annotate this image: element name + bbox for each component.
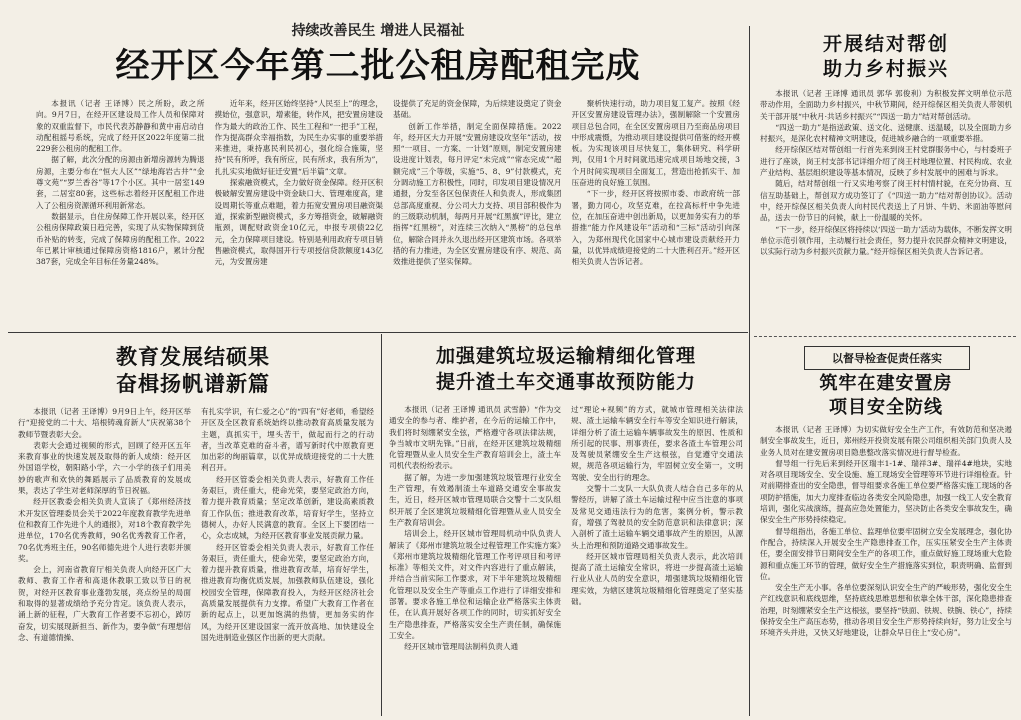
- lead-column-3: [393, 98, 562, 330]
- lead-columns: [36, 98, 740, 330]
- lead-paragraph: 近年来，经开区始终坚持“人民至上”的理念，摸始位，强意识，增素能，转作风，把安置房建设作为最大的政治工作、民生工程和“一把手”工程，作为提高群众幸福指数，为民生办实事的重要举措来推进，秉持惠民利民初心，强化综合施策，坚持“民有所呼，我有所应，民有所求，我有所为”，扎扎实实地做好征迁安置“后半篇”文章。: [214, 99, 383, 176]
- construction-paragraph: 经开区城市管理局相关负责人表示，此次培训提高了渣土运输安全常识，将进一步提高渣土运输行业从业人员的安全意识，增强建筑垃圾精细化管理实效，为辖区建筑垃圾精细化管理奠定了坚实基础。: [571, 551, 743, 607]
- safety-paragraph: 督导组一行先后来到经开区瑞丰1-1#、瑞祥3#、瑞祥4#地块，实地对各项目现场安全、安全设施、施工现场安全管理等环节进行详细检查。针对前期排查出的安全隐患，督导组要求各施工单位要严格落实施工现场的各项防护措施，加大力度排查临边各类安全风险隐患，加强一线工人安全教育培训，强化实战演练，提高应急处置能力，坚决防止各类安全事故发生，确保安全生产形势持续稳定。: [760, 458, 1012, 525]
- lead-paragraph: 本报讯（记者 王译博）民之所盼，政之所向。9月7日，在经开区建设局工作人员和保障对象的双重监督下，市民代表苏静静和黄中甫启动自动配租摇号系统，完成了经开区2022年度第二批229套公租房的配租工作。: [36, 99, 205, 154]
- safety-paragraph: 安全生产无小事。各单位要深刻认识安全生产的严峻形势，强化安全生产红线意识和底线思维，坚持底线思维思想和依靠全体干部，深化隐患排查治理，时刻绷紧安全生产这根弦，要坚持“铁面、铁规、铁腕、铁心”，持续保持安全生产高压态势，推动各项目安全生产形势持续向好，努力让安全与环境齐头并进，又快又好地建设，让群众早日住上“安心房”。: [760, 583, 1012, 638]
- education-headline-line2: 奋楫扬帆谱新篇: [116, 372, 270, 396]
- safety-paragraph: 督导组指出，各施工单位、监理单位要牢固树立安全发展理念，强化协作配合，持续深入开展安全生产隐患排查工作，压实压紧安全生产主体责任，要全面安排节日期间安全生产的各项工作，重点做好施工现场重大危险源和重点施工环节的管理，做好安全生产措施落实到位，职责明确、监督到位。: [760, 526, 1012, 581]
- construction-paragraph: 经开区城市管理局法制科负责人通: [404, 642, 519, 652]
- construction-paragraph: 过“理论+视频”的方式，就城市管理相关法律法规、渣土运输车辆安全行车等安全知识进行解读，详细分析了渣土运输车辆事故发生的原因、性质和所引起的民事、刑事责任，要求各渣土车管理公司及驾驶员紧绷安全生产这根弦，自觉遵守交通法规，规范各项运输行为，牢固树立安全第一，文明驾驶、安全出行的理念。: [571, 405, 743, 482]
- construction-paragraph: 交警十二支队一大队负责人结合自己多年的从警经历，讲解了渣土车运输过程中应当注意的事项及常见交通违法行为的危害，案例分析，警示教育，增强了驾驶员的安全防范意识和法律意识；深入剖析了渣土运输车辆交通事故产生的原因，从源头上治理和预防道路交通事故发生。: [571, 484, 743, 550]
- lead-paragraph: 聚析快速行动，助力项目复工复产。按照《经开区安置房建设管理办法》，强制解除一个安置房项目总包合同，在全区安置房项目乃至商品房项目中形成震慑，为推动项目建设提供可借鉴的经开模板。为实现该项目尽快复工，集体研究、科学研判，仅用1个月时间就迅速完成项目场地交接，3个月时间实现项目全面复工，营造出抢抓实干、加压奋进的良好施工氛围。: [571, 99, 740, 188]
- divider-main-right: [749, 26, 750, 716]
- construction-columns: [389, 404, 743, 714]
- lead-column-4: [572, 98, 741, 330]
- construction-paragraph: 本报讯（记者 王译博 通讯员 武雪静）“作为交通安全的参与者、维护者，在今后的运输工作中，我们将时刻绷紧安全弦，严格遵守各项法律法规，争当城市文明先锋。”日前，在经开区建筑垃圾精细化管理暨从业人员安全生产教育培训会上，渣土车司机代表纷纷表示。: [389, 405, 561, 471]
- construction-column-1: [389, 404, 561, 714]
- rural-article: [756, 26, 1016, 332]
- lead-paragraph: 探索融资模式，全力做好资金保障。经开区积极破解安置房建设中资金缺口大、管理难度高，建设周期长等重点难题，着力拓宽安置房项目融资渠道，探索新型融资模式，多方筹措资金，破解融资瓶颈，调配财政资金10亿元，申报专项债22亿元，全力保障项目建设。特别是利用政府专项目销售融资模式，取得国开行专项授信贷款额度143亿元，为安置房建: [214, 178, 383, 267]
- lead-column-2: [215, 98, 384, 330]
- construction-headline-line1: 加强建筑垃圾运输精细化管理: [435, 345, 696, 367]
- education-paragraph: 有扎实学识，有仁爱之心”的“四有”好老师，希望经开区及全区教育系统始终以推动教育高质量发展为主题，真抓实干，埋头苦干，做起而行之的行动者，当改革克难的奋斗者，谱写新时代中原教育更加出彩的绚丽篇章，以优异成绩迎接党的二十大胜利召开。: [201, 407, 374, 473]
- rural-paragraph: 随后，结对帮创组一行又实地考察了岗王村村情村貌，在充分协商、互信互助基础上，帮创双方成功签订了《“四送一助力”结对帮创协议》。活动中，经开综保区相关负责人向村民代表送上了月饼、牛奶、米面油等慰问品，送去一份节日的问候，献上一份温暖的关怀。: [760, 179, 1012, 223]
- divider-education-construction: [381, 334, 382, 716]
- lead-column-1: [36, 98, 205, 330]
- education-headline-line1: 教育发展结硕果: [116, 345, 270, 369]
- lead-article: [8, 18, 748, 330]
- construction-paragraph: 培训会上，经开区城市管理局机动中队负责人解读了《郑州市建筑垃圾全过程管理工作实施方案》《郑州市建筑垃圾精细化管理工作考评项目和考评标准》等相关文件，对文件内容进行了重点解读，并结合当前实际工作要求，对下半年建筑垃圾精细化管理以及安全生产等重点工作进行了详细安排和部署。要求各施工单位和运输企业严格落实主体责任，在认真开展好各项工作的同时，切实抓好安全生产隐患排查，严格落实安全生产责任制，确保施工安全。: [389, 529, 561, 640]
- lead-paragraph: 数据显示，自住房保障工作开展以来，经开区公租房保障政策日趋完善，实现了从实物保障到货币补贴的转变，完成了保障房的配租工作。2022年已累计审核通过保障房资格1816户，累计分配387套，完成全年目标任务量248%。: [36, 211, 205, 267]
- construction-column-2: [571, 404, 743, 714]
- lead-paragraph: 据了解，此次分配的房源由新增房源转为腾退房源，主要分布在“恒大人区”“绿地海岩古井”“金尊文苑”“罗兰香谷”等17个小区。其中一居室149套，二居室80套，这些标志着经开区配租工作进入了公租房资源循环利用新常态。: [36, 155, 205, 210]
- safety-headline-line2: 项目安全防线: [829, 397, 943, 418]
- rural-paragraph: 经开综保区结对帮创组一行首先来到岗王村党群服务中心，与村委班子进行了座谈，岗王村支部书记详细介绍了岗王村地理位置、村民构成、农业产业结构、基层组织建设等基本情况，反映了乡村发展中的困难与诉求。: [760, 145, 1012, 178]
- rural-headline-line2: 助力乡村振兴: [822, 58, 949, 80]
- rural-paragraph: 本报讯（记者 王译博 通讯员 郭华 郭俊利）为积极发挥文明单位示范带动作用，全面助力乡村振兴，中秋节期间，经开综保区相关负责人带领机关干部开展“中秋月·共话乡村振兴”“四送一助力”结对帮创活动。: [760, 89, 1012, 121]
- safety-headline-line1: 筑牢在建安置房: [819, 373, 953, 394]
- education-paragraph: 本报讯（记者 王译博）9月9日上午，经开区举行“迎接党的二十大、培根铸魂育新人”庆祝第38个教师节暨表彰大会。: [18, 407, 191, 439]
- rural-headline-line1: 开展结对帮创: [822, 33, 949, 55]
- rural-paragraph: “四送一助力”是指送政策、送文化、送健康、送温暖，以及全面助力乡村振兴，是深化农村精神文明建设，促进城乡融合的一项重要举措。: [760, 122, 1012, 144]
- divider-rural-safety: [754, 336, 1016, 337]
- lead-headline: 经开区今年第二批公租房配租完成: [115, 46, 641, 86]
- education-article: [8, 338, 378, 716]
- education-column-2: [201, 406, 374, 714]
- lead-paragraph: “下一步，经开区将按照市委、市政府统一部署，勤力同心，攻坚克难，在拉高标杆中争先进位，在加压奋进中创出新局，以更加务实有力的举措推“能力作风建设年”活动和“三标”活动引向深入，为郑州现代化国家中心城市建设贡献经开力量，以优异成绩迎接党的二十大胜利召开。”经开区相关负责人告诉记者。: [571, 189, 740, 267]
- construction-headline-line2: 提升渣土车交通事故预防能力: [435, 371, 696, 393]
- safety-body: [760, 424, 1012, 714]
- rural-paragraph: “下一步，经开综保区将持续以‘四送一助力’活动为载体，不断发挥文明单位示范引领作用，主动履行社会责任，努力提升农民群众精神文明建设，以实际行动为乡村振兴贡献力量。”经开综保区相关负责人告诉记者。: [760, 224, 1012, 257]
- safety-tag: 以督导检查促责任落实: [804, 346, 970, 370]
- education-paragraph: 经开区管委会相关负责人表示，好教育工作任务艰巨，责任重大，使命光荣，要坚定政治方向，着力提升教育质量，推进教育改革，培育好学生，推进教育均衡优质发展，加强教师队伍建设，强化校园安全管理，保障教育投入，为经开区经济社会高质量发展提供有力支撑。希望广大教育工作者在新的起点上，以更加饱满的热情，更加务实的作风，为经开区建设国家一流开放高地、加快建设全国先进制造业强区作出新的更大贡献。: [201, 542, 374, 642]
- divider-lead-bottom: [8, 332, 748, 333]
- education-paragraph: 会上，河南省教育厅相关负责人向经开区广大教师、教育工作者和高退休教职工致以节日的祝贺，对经开区教育事业蓬勃发展，亮点纷呈的局面和取得的显著成绩给予充分肯定。该负责人表示，涌上新的征程，广大教育工作者要不忘初心，踔厉奋发，切实展现新担当、新作为，要争做“有理想信念、有道德情操、: [18, 565, 191, 642]
- education-columns: [18, 406, 374, 714]
- safety-article: [756, 340, 1016, 716]
- safety-paragraph: 本报讯（记者 王译博）为切实做好安全生产工作，有效防范和坚决遏制安全事故发生，近日，郑州经开投资发展有限公司组织相关部门负责人及业务人员对在建安置房项目隐患整改落实情况进行督导检查。: [760, 425, 1012, 457]
- lead-kicker: 持续改善民生 增进人民福祉: [291, 23, 465, 39]
- education-paragraph: 经开区教委会相关负责人宣读了《郑州经济技术开发区管理委员会关于2022年度教育教学先进单位和教育工作先进个人的通报》，对18个教育教学先进单位，170名优秀教师，90名优秀教育工作者，70名优秀班主任，90名师德先进个人进行表彰并颁奖。: [18, 497, 191, 563]
- education-paragraph: 经开区管委会相关负责人表示，好教育工作任务艰巨，责任重大，使命光荣，要坚定政治方向，着力提升教育质量；坚定改革创新，建设高素质教育工作队伍；推进教育改革，培育好学生，坚持立德树人，办好人民满意的教育。全区上下要团结一心，众志成城，为经开区教育事业发展贡献力量。: [201, 474, 374, 541]
- lead-paragraph: 创新工作举措，制定全面保障措施。2022年，经开区大力开展“安置房建设攻坚年”活动，按照“一项目、一方案、一计划”原则，制定安置房建设进度计划表，每月评定“未完成”“常态完成”“超额完成”三个等级，实施“5、8、9”付款模式，充分调动施工方积极性，同时，印发项目建设情况月通报，分发至各区包保责任人和负责人，形成集团总部高度重视、分公司大力支持、项目部积极作为的三级联动机制，每两月开展“红黑旗”评比，建立指挥“红黑榜”，对连续三次纳入“黑榜”的总包单位，解除合同并永久退出经开区建筑市场。各项举措的有力推进，为全区安置房建设有序、规范、高效推进提供了坚实保障。: [393, 121, 562, 267]
- construction-paragraph: 据了解，为进一步加强建筑垃圾管理行业安全生产管理，有效遏制渣土车道路交通安全事故发生，近日，经开区城市管理局联合交警十二支队组织开展了全区建筑垃圾精细化管理暨从业人员安全生产教育培训会。: [389, 472, 561, 527]
- construction-article: [385, 338, 747, 716]
- education-column-1: [18, 406, 191, 714]
- education-paragraph: 表彰大会通过视频的形式，回顾了经开区五年来教育事业的快速发展及取得的新人成绩：经开区外国语学校，朝阳路小学，六一小学的孩子们用美妙的歌声和欢快的舞蹈展示了品质教育的发展成果，表达了学生对老师深厚的节日祝福。: [18, 440, 191, 496]
- lead-paragraph: 设提供了充足的资金保障，为后续建设奠定了资金基础。: [393, 99, 562, 120]
- rural-body: [760, 88, 1012, 330]
